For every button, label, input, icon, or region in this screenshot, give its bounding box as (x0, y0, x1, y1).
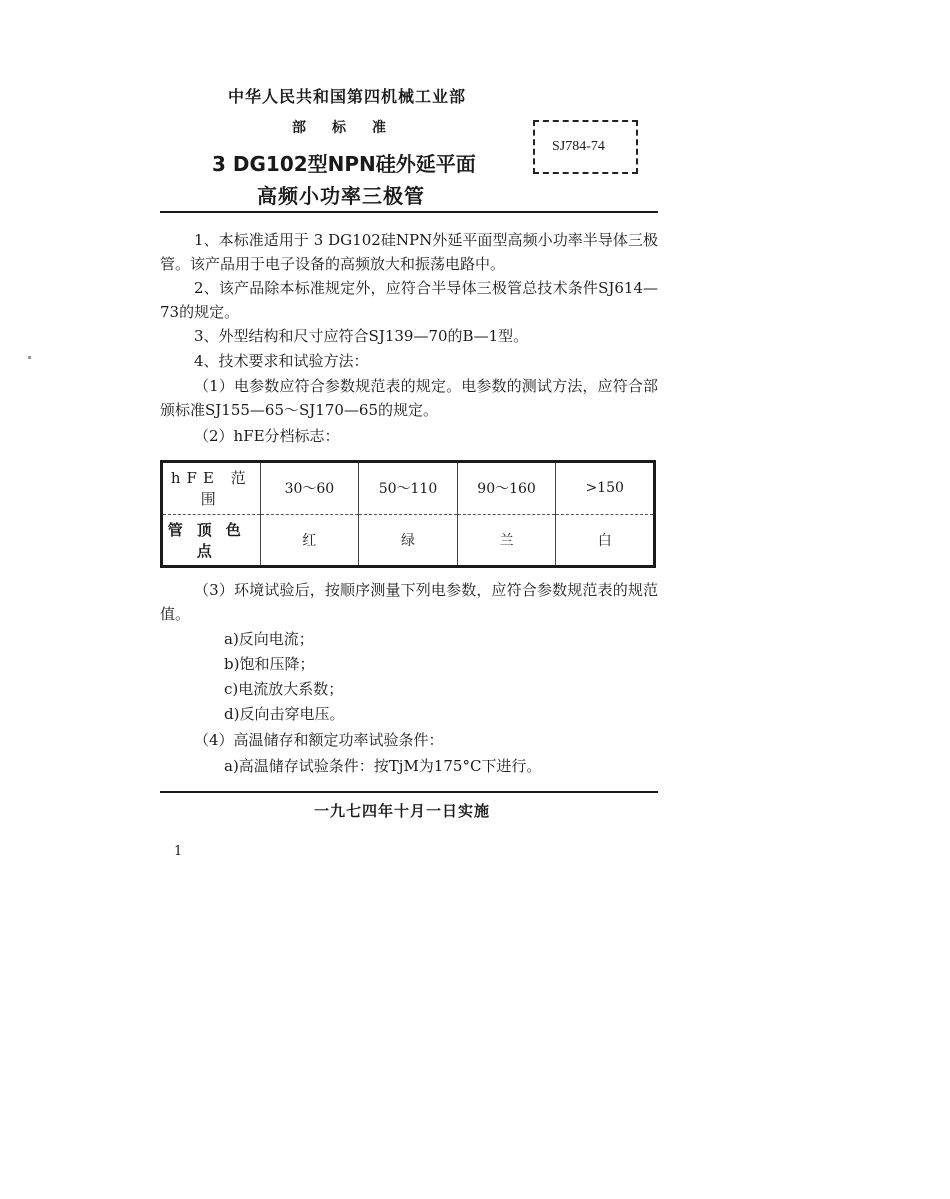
ministry-name: 中华人民共和国第四机械工业部 (228, 87, 467, 106)
paragraph-9: a)高温储存试验条件：按TjM为175°C下进行。 (224, 757, 542, 775)
document-title-line1: 3 DG102型NPN硅外延平面 (212, 152, 476, 176)
list-item: d)反向击穿电压。 (224, 705, 345, 723)
paragraph-5: （1）电参数应符合参数规范表的规定。电参数的测试方法，应符合部颁标准SJ155—65～SJ170—65的规定。 (160, 377, 658, 419)
paragraph-3: 3、外型结构和尺寸应符合SJ139—70的B—1型。 (194, 327, 529, 345)
list-item: c)电流放大系数； (224, 680, 344, 698)
document-title-line2: 高频小功率三极管 (257, 184, 425, 208)
paragraph-6: （2）hFE分档标志： (194, 427, 340, 445)
list-item: b)饱和压降； (224, 655, 315, 673)
header-rule (160, 211, 658, 213)
table-cell: 绿 (359, 514, 458, 567)
table-cell: 红 (260, 514, 359, 567)
table-cell: 50～110 (359, 462, 458, 515)
paragraph-2: 2、该产品除本标准规定外，应符合半导体三极管总技术条件SJ614—73的规定。 (160, 279, 658, 321)
page-number: 1 (174, 844, 183, 859)
standard-code: SJ784-74 (552, 139, 605, 154)
standard-type: 部标准 (292, 120, 412, 136)
table-row (162, 514, 655, 567)
hfe-grading-table (160, 460, 656, 568)
scan-speck (28, 356, 31, 359)
paragraph-7: （3）环境试验后，按顺序测量下列电参数，应符合参数规范表的规范值。 (160, 581, 658, 623)
table-cell: 白 (556, 514, 655, 567)
table-row-label: hFE 范 围 (162, 462, 261, 515)
paragraph-4: 4、技术要求和试验方法： (194, 352, 369, 370)
table-row-label: 管顶色点 (167, 520, 255, 560)
table-cell: >150 (556, 462, 655, 515)
implementation-date: 一九七四年十月一日实施 (314, 802, 491, 820)
paragraph-1: 1、本标准适用于 3 DG102硅NPN外延平面型高频小功率半导体三极管。该产品用于电子设备的高频放大和振荡电路中。 (160, 231, 658, 273)
list-item: a)反向电流； (224, 630, 314, 648)
table-cell: 90～160 (457, 462, 556, 515)
paragraph-8: （4）高温储存和额定功率试验条件： (194, 731, 444, 749)
footer-rule (160, 791, 658, 793)
table-cell: 30～60 (260, 462, 359, 515)
table-cell: 兰 (457, 514, 556, 567)
table-row (162, 462, 655, 515)
